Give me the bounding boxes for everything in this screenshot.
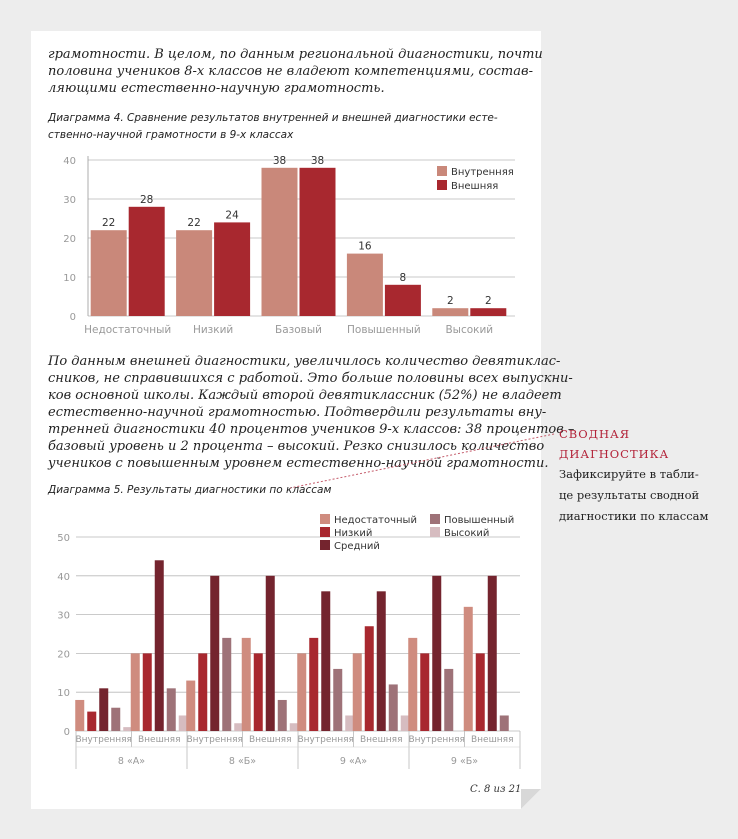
sidebar-text-line: це результаты сводной [559,488,700,502]
bar [444,669,453,731]
legend-label: Внутренняя [451,167,514,178]
bar [488,576,497,731]
bar [420,653,429,731]
y-tick-label: 10 [57,688,70,700]
legend-swatch [430,527,440,537]
bar [87,712,96,731]
bar [432,576,441,731]
y-tick-label: 10 [63,273,76,284]
bar [377,591,386,731]
bar [476,653,485,731]
legend-label: Средний [334,541,380,552]
bar [155,560,164,731]
legend-swatch [320,540,330,550]
caption-line: Диаграмма 4. Сравнение результатов внутренней и внешней диагностики есте- [48,112,498,124]
x-tick-label: Внутренняя [408,735,465,745]
bar [309,638,318,731]
x-tick-label: Высокий [445,324,494,336]
sidebar-title [559,424,734,464]
data-label: 8 [399,271,407,284]
data-label: 38 [310,154,325,167]
bar [385,285,421,316]
y-tick-label: 0 [69,312,76,323]
intro-paragraph [48,46,543,97]
text-line: По данным внешней диагностики, увеличилось количество девятиклас- [48,354,561,369]
chart4-caption [48,110,498,144]
bar [222,638,231,731]
x-tick-label: Недостаточный [84,324,172,336]
legend-swatch [320,527,330,537]
text-line: сников, не справившихся с работой. Это больше половины всех выпускни- [48,371,573,386]
bar [131,653,140,731]
bar [278,700,287,731]
x-tick-label: Повышенный [347,324,421,336]
bar [75,700,84,731]
group-label: 9 «А» [339,756,368,767]
bar [432,308,468,316]
bar [99,688,108,731]
legend-label: Недостаточный [334,515,417,526]
group-label: 9 «Б» [450,756,479,767]
page-number: С. 8 из 21 [470,784,522,795]
caption-line: Диаграмма 5. Результаты диагностики по классам [48,484,332,496]
bar [464,607,473,731]
bar [297,653,306,731]
bar [333,669,342,731]
sidebar-text [559,464,734,527]
text-line: базовый уровень и 2 процента – высокий. Резко снизилось количество [48,439,545,454]
bar [186,681,195,731]
legend-swatch [430,514,440,524]
bar [111,708,120,731]
sidebar-text-line: диагностики по классам [559,509,709,523]
sidebar-title-line: ДИАГНОСТИКА [559,447,670,461]
chart4-results-comparison [48,148,528,343]
bar [143,653,152,731]
y-tick-label: 40 [57,571,70,583]
bar [300,168,336,316]
text-line: естественно-научной грамотностью. Подтвердили результаты вну- [48,405,547,420]
x-tick-label: Низкий [192,324,234,336]
y-tick-label: 30 [63,195,76,206]
bar [198,653,207,731]
bar [242,638,251,731]
y-tick-label: 0 [63,727,70,738]
bar [210,576,219,731]
caption-line: ственно-научной грамотности в 9-х классах [48,129,294,141]
bar [347,254,383,316]
x-tick-label: Внутренняя [75,735,132,745]
x-tick-label: Базовый [275,324,322,336]
legend-label: Внешняя [451,181,499,192]
chart5-results-by-class [48,505,528,775]
text-line: ляющими естественно-научную грамотность. [48,81,385,96]
text-line: грамотности. В целом, по данным региональной диагностики, почти [48,47,543,62]
bar [389,684,398,731]
bar [408,638,417,731]
text-line: половина учеников 8-х классов не владеют компетенциями, состав- [48,64,533,79]
bar [470,308,506,316]
legend-label: Повышенный [444,515,515,526]
data-label: 16 [358,240,372,253]
bar [365,626,374,731]
data-label: 2 [484,295,492,308]
bar [176,230,212,316]
bar [266,576,275,731]
bar [353,653,362,731]
legend-swatch [437,180,447,190]
bar [262,168,298,316]
bar [500,715,509,731]
x-tick-label: Внутренняя [297,735,354,745]
bar [321,591,330,731]
sidebar-note [559,424,734,527]
bar [254,653,263,731]
bar [214,222,250,316]
y-tick-label: 30 [57,610,70,622]
y-tick-label: 20 [63,234,76,245]
y-tick-label: 50 [57,533,70,544]
text-line: ков основной школы. Каждый второй девятиклассник (52%) не владеет [48,388,562,403]
text-line: учеников с повышенным уровнем естественно-научной грамотности. [48,456,549,471]
y-tick-label: 20 [57,649,70,661]
data-label: 2 [446,295,454,308]
y-tick-label: 40 [63,156,76,167]
data-label: 28 [140,193,154,206]
x-tick-label: Внешняя [137,735,181,745]
sidebar-text-line: Зафиксируйте в табли- [559,467,699,481]
x-tick-label: Внешняя [248,735,292,745]
bar [167,688,176,731]
group-label: 8 «А» [117,756,146,767]
data-label: 38 [272,154,287,167]
bar [129,207,165,316]
x-tick-label: Внешняя [359,735,403,745]
bar [91,230,127,316]
data-label: 22 [187,217,201,230]
data-label: 24 [225,209,239,222]
data-label: 22 [102,217,116,230]
x-tick-label: Внешняя [470,735,514,745]
legend-swatch [437,166,447,176]
legend-swatch [320,514,330,524]
sidebar-title-line: СВОДНАЯ [559,427,631,441]
legend-label: Высокий [444,528,490,539]
callout-connector-line [288,430,558,492]
group-label: 8 «Б» [228,756,257,767]
text-line: тренней диагностики 40 процентов учеников 9-х классов: 38 процентов – [48,422,575,437]
legend-label: Низкий [334,528,373,539]
x-tick-label: Внутренняя [186,735,243,745]
